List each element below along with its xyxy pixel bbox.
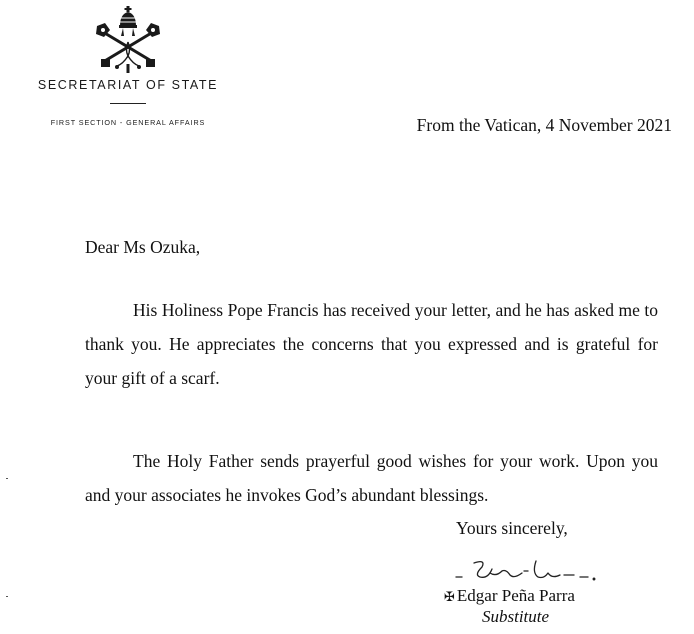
papal-coat-of-arms-icon <box>93 6 163 74</box>
closing: Yours sincerely, <box>456 518 568 538</box>
signer-line <box>444 586 575 606</box>
signer-name: Edgar Peña Parra <box>456 586 575 605</box>
date-line: From the Vatican, 4 November 2021 <box>416 115 672 135</box>
cross-mark: ✠ <box>444 590 455 605</box>
margin-mark <box>6 478 8 479</box>
salutation: Dear Ms Ozuka, <box>85 237 201 257</box>
letterhead-divider <box>110 103 146 104</box>
office-name: SECRETARIAT OF STATE <box>37 78 219 92</box>
section-name: FIRST SECTION - GENERAL AFFAIRS <box>50 118 206 127</box>
handwritten-signature-icon <box>452 555 612 589</box>
signer-title: Substitute <box>482 607 550 626</box>
body-paragraph-1: His Holiness Pope Francis has received your letter, and he has asked me to thank you. He appreciates the concerns that you expressed and is grateful for your gift of a scarf. <box>85 300 658 388</box>
body-paragraph-2: The Holy Father sends prayerful good wishes for your work. Upon you and your associates he invokes God’s abundant blessings. <box>85 451 658 505</box>
margin-mark <box>6 596 8 597</box>
